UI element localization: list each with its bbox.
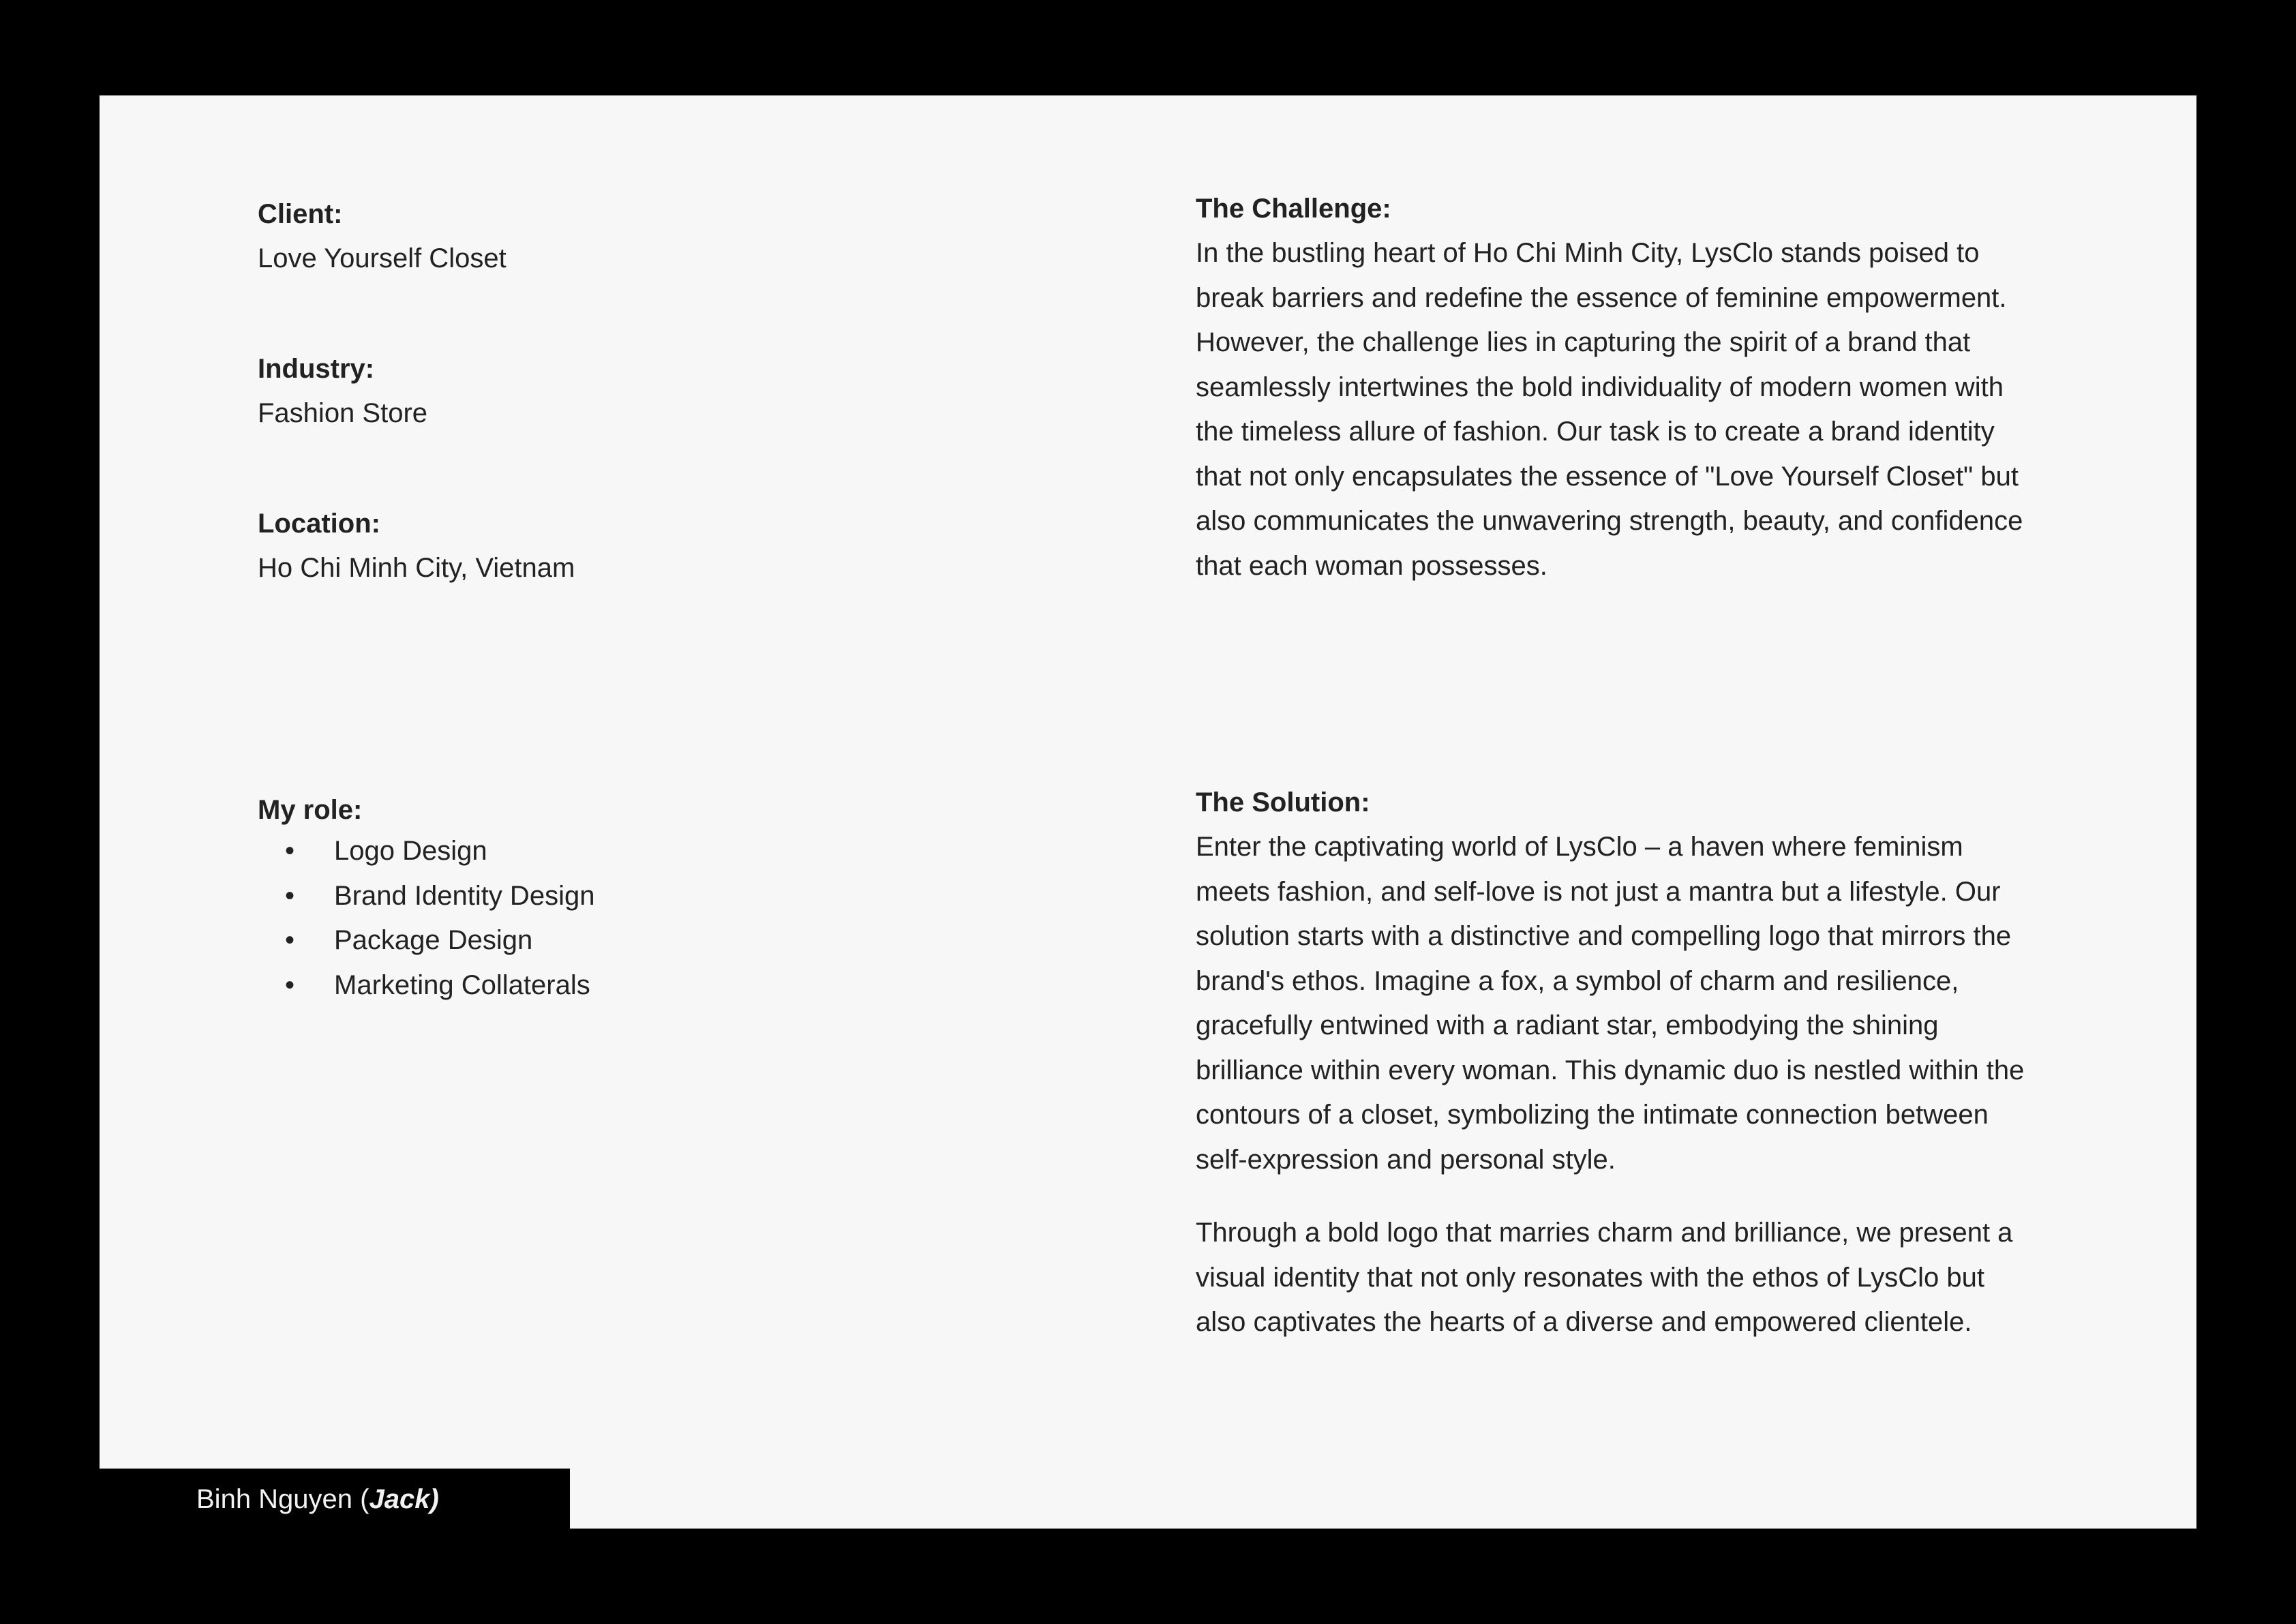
challenge-section: [1196, 187, 2041, 588]
location-value: Ho Chi Minh City, Vietnam: [258, 553, 575, 583]
bullet-icon: •: [285, 836, 295, 866]
bullet-icon: •: [285, 969, 295, 1000]
solution-section: [1196, 781, 2041, 1345]
client-value: Love Yourself Closet: [258, 243, 507, 273]
bullet-icon: •: [285, 880, 295, 911]
author-nickname: Jack): [369, 1484, 439, 1514]
industry-value: Fashion Store: [258, 398, 428, 428]
role-item-label: Marketing Collaterals: [334, 969, 590, 1000]
location-field: [258, 502, 575, 590]
list-item: [258, 829, 594, 874]
solution-paragraph: Through a bold logo that marries charm and brilliance, we present a visual identity that not only resonates with the ethos of LysClo but also captivates the hearts of a diverse and empowered clientele.: [1196, 1218, 2013, 1337]
portfolio-page: [100, 95, 2196, 1529]
footer-bar: [100, 1469, 570, 1530]
role-section: [258, 792, 594, 1008]
list-item: [258, 874, 594, 919]
role-item-label: Logo Design: [334, 836, 487, 866]
author-name: [196, 1469, 439, 1530]
role-item-label: Brand Identity Design: [334, 880, 595, 911]
solution-paragraph: Enter the captivating world of LysClo – a haven where feminism meets fashion, and self-love is not just a mantra but a lifestyle. Our solution starts with a distinctive and compelling logo that mirrors the brand's ethos. Imagine a fox, a symbol of charm and resilience, gracefully entwined with a radiant star, embodying the shining brilliance within every woman. This dynamic duo is nestled within the contours of a closet, symbolizing the intimate connection between self-expression and personal style.: [1196, 832, 2025, 1175]
bullet-icon: •: [285, 925, 295, 955]
role-label: My role:: [258, 795, 363, 825]
industry-label: Industry:: [258, 354, 375, 384]
role-list: [258, 829, 594, 1008]
challenge-text: In the bustling heart of Ho Chi Minh City, LysClo stands poised to break barriers and redefine the essence of feminine empowerment. However, the challenge lies in capturing the spirit of a brand that seamlessly intertwines the bold individuality of modern women with the timeless allure of fashion. Our task is to create a brand identity that not only encapsulates the essence of "Love Yourself Closet" but also communicates the unwavering strength, beauty, and confidence that each woman possesses.: [1196, 238, 2023, 581]
location-label: Location:: [258, 509, 380, 539]
author-name-text: Binh Nguyen (: [196, 1484, 369, 1514]
industry-field: [258, 347, 427, 436]
client-field: [258, 192, 507, 281]
list-item: [258, 918, 594, 963]
client-label: Client:: [258, 199, 343, 229]
list-item: [258, 963, 594, 1008]
role-item-label: Package Design: [334, 925, 533, 955]
solution-label: The Solution:: [1196, 787, 1370, 817]
challenge-label: The Challenge:: [1196, 194, 1391, 224]
